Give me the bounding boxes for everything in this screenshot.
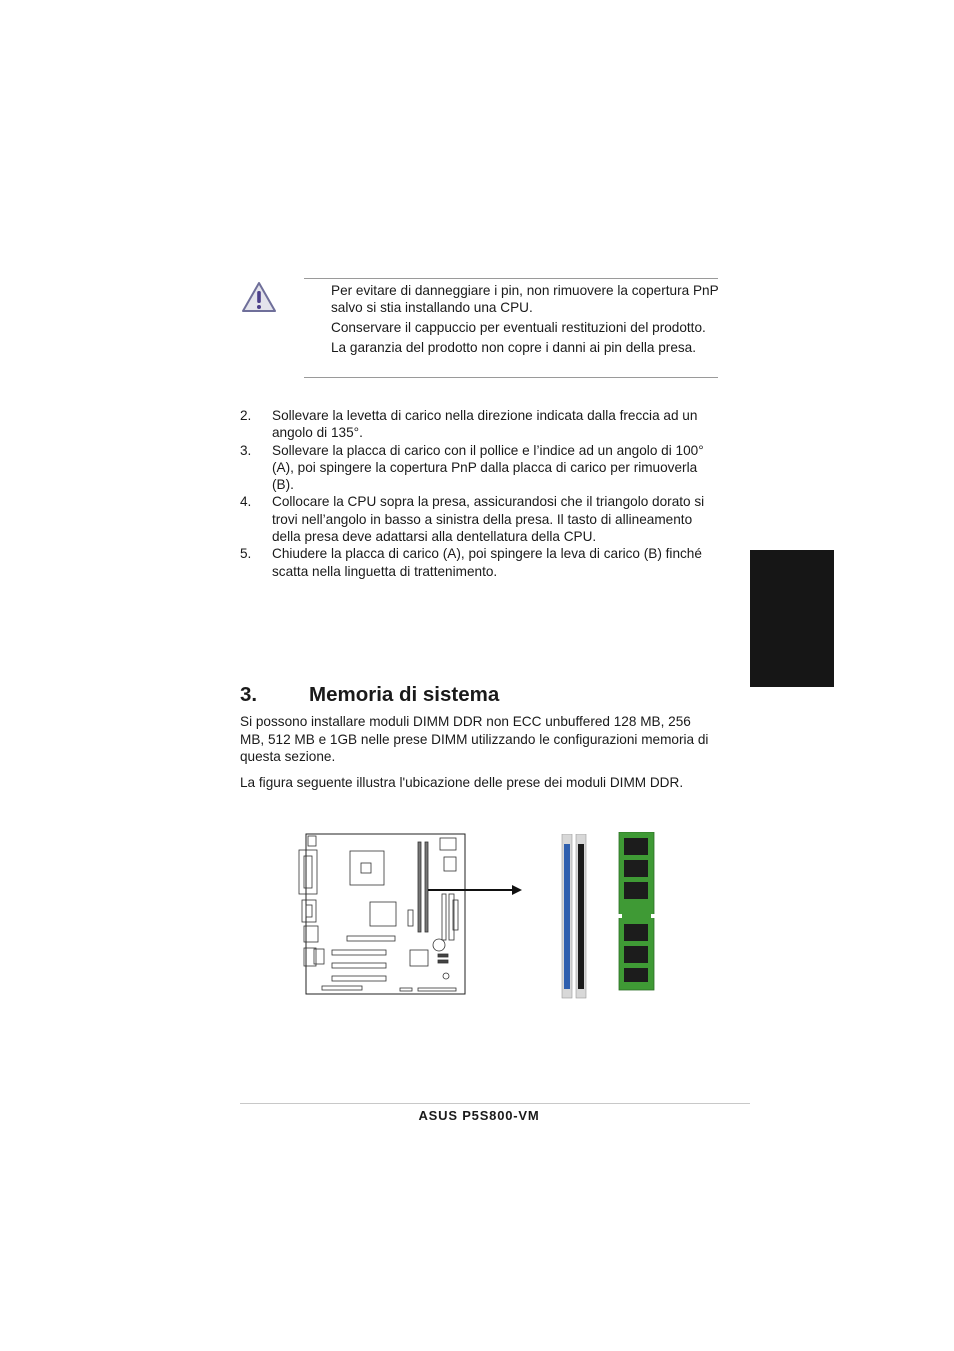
motherboard-diagram [296, 830, 526, 998]
warning-text [331, 282, 721, 359]
list-item [240, 493, 720, 545]
step-text: Sollevare la levetta di carico nella direzione indicata dalla freccia ad un angolo di 135°. [272, 408, 698, 441]
step-number: 3. [240, 442, 252, 458]
list-item [240, 407, 720, 442]
chapter-side-tab [750, 550, 834, 687]
step-text: Collocare la CPU sopra la presa, assicurandosi che il triangolo dorato si trovi nell’angolo in basso a sinistra della presa. Il tasto di allineamento della presa deve adattarsi alla dentellatura della CPU. [272, 494, 705, 545]
dimm-module-figure [618, 832, 656, 992]
step-list [240, 407, 720, 580]
section-paragraph: La figura seguente illustra l'ubicazione delle prese dei moduli DIMM DDR. [240, 775, 684, 790]
step-text: Chiudere la placca di carico (A), poi spingere la leva di carico (B) finché scatta nella linguetta di trattenimento. [272, 546, 702, 579]
warning-triangle-icon [241, 280, 277, 314]
step-text: Sollevare la placca di carico con il pollice e l’indice ad un angolo di 100° (A), poi spingere la copertura PnP dalla placca di carico per rimuoverla (B). [272, 442, 704, 493]
list-item [240, 545, 720, 580]
step-number: 2. [240, 408, 252, 423]
step-number: 5. [240, 546, 252, 562]
section-number: 3. [240, 683, 258, 706]
footer-rule [240, 1103, 750, 1104]
warning-line: Per evitare di danneggiare i pin, non rimuovere la copertura PnP salvo si stia installando una CPU. [331, 283, 719, 315]
warning-line: La garanzia del prodotto non copre i danni ai pin della presa. [331, 340, 697, 355]
note-bottom-rule [304, 377, 718, 378]
page-footer: ASUS P5S800-VM [418, 1108, 540, 1123]
dimm-sockets-figure [560, 834, 592, 1002]
list-item [240, 442, 720, 494]
step-number: 4. [240, 494, 252, 510]
section-heading [240, 682, 499, 708]
section-title: Memoria di sistema [309, 683, 500, 706]
section-paragraph: Si possono installare moduli DIMM DDR non ECC unbuffered 128 MB, 256 MB, 512 MB e 1GB nelle prese DIMM utilizzando le configurazioni memoria di questa sezione. [240, 714, 709, 764]
warning-line: Conservare il cappuccio per eventuali restituzioni del prodotto. [331, 320, 706, 335]
note-top-rule [304, 278, 718, 279]
